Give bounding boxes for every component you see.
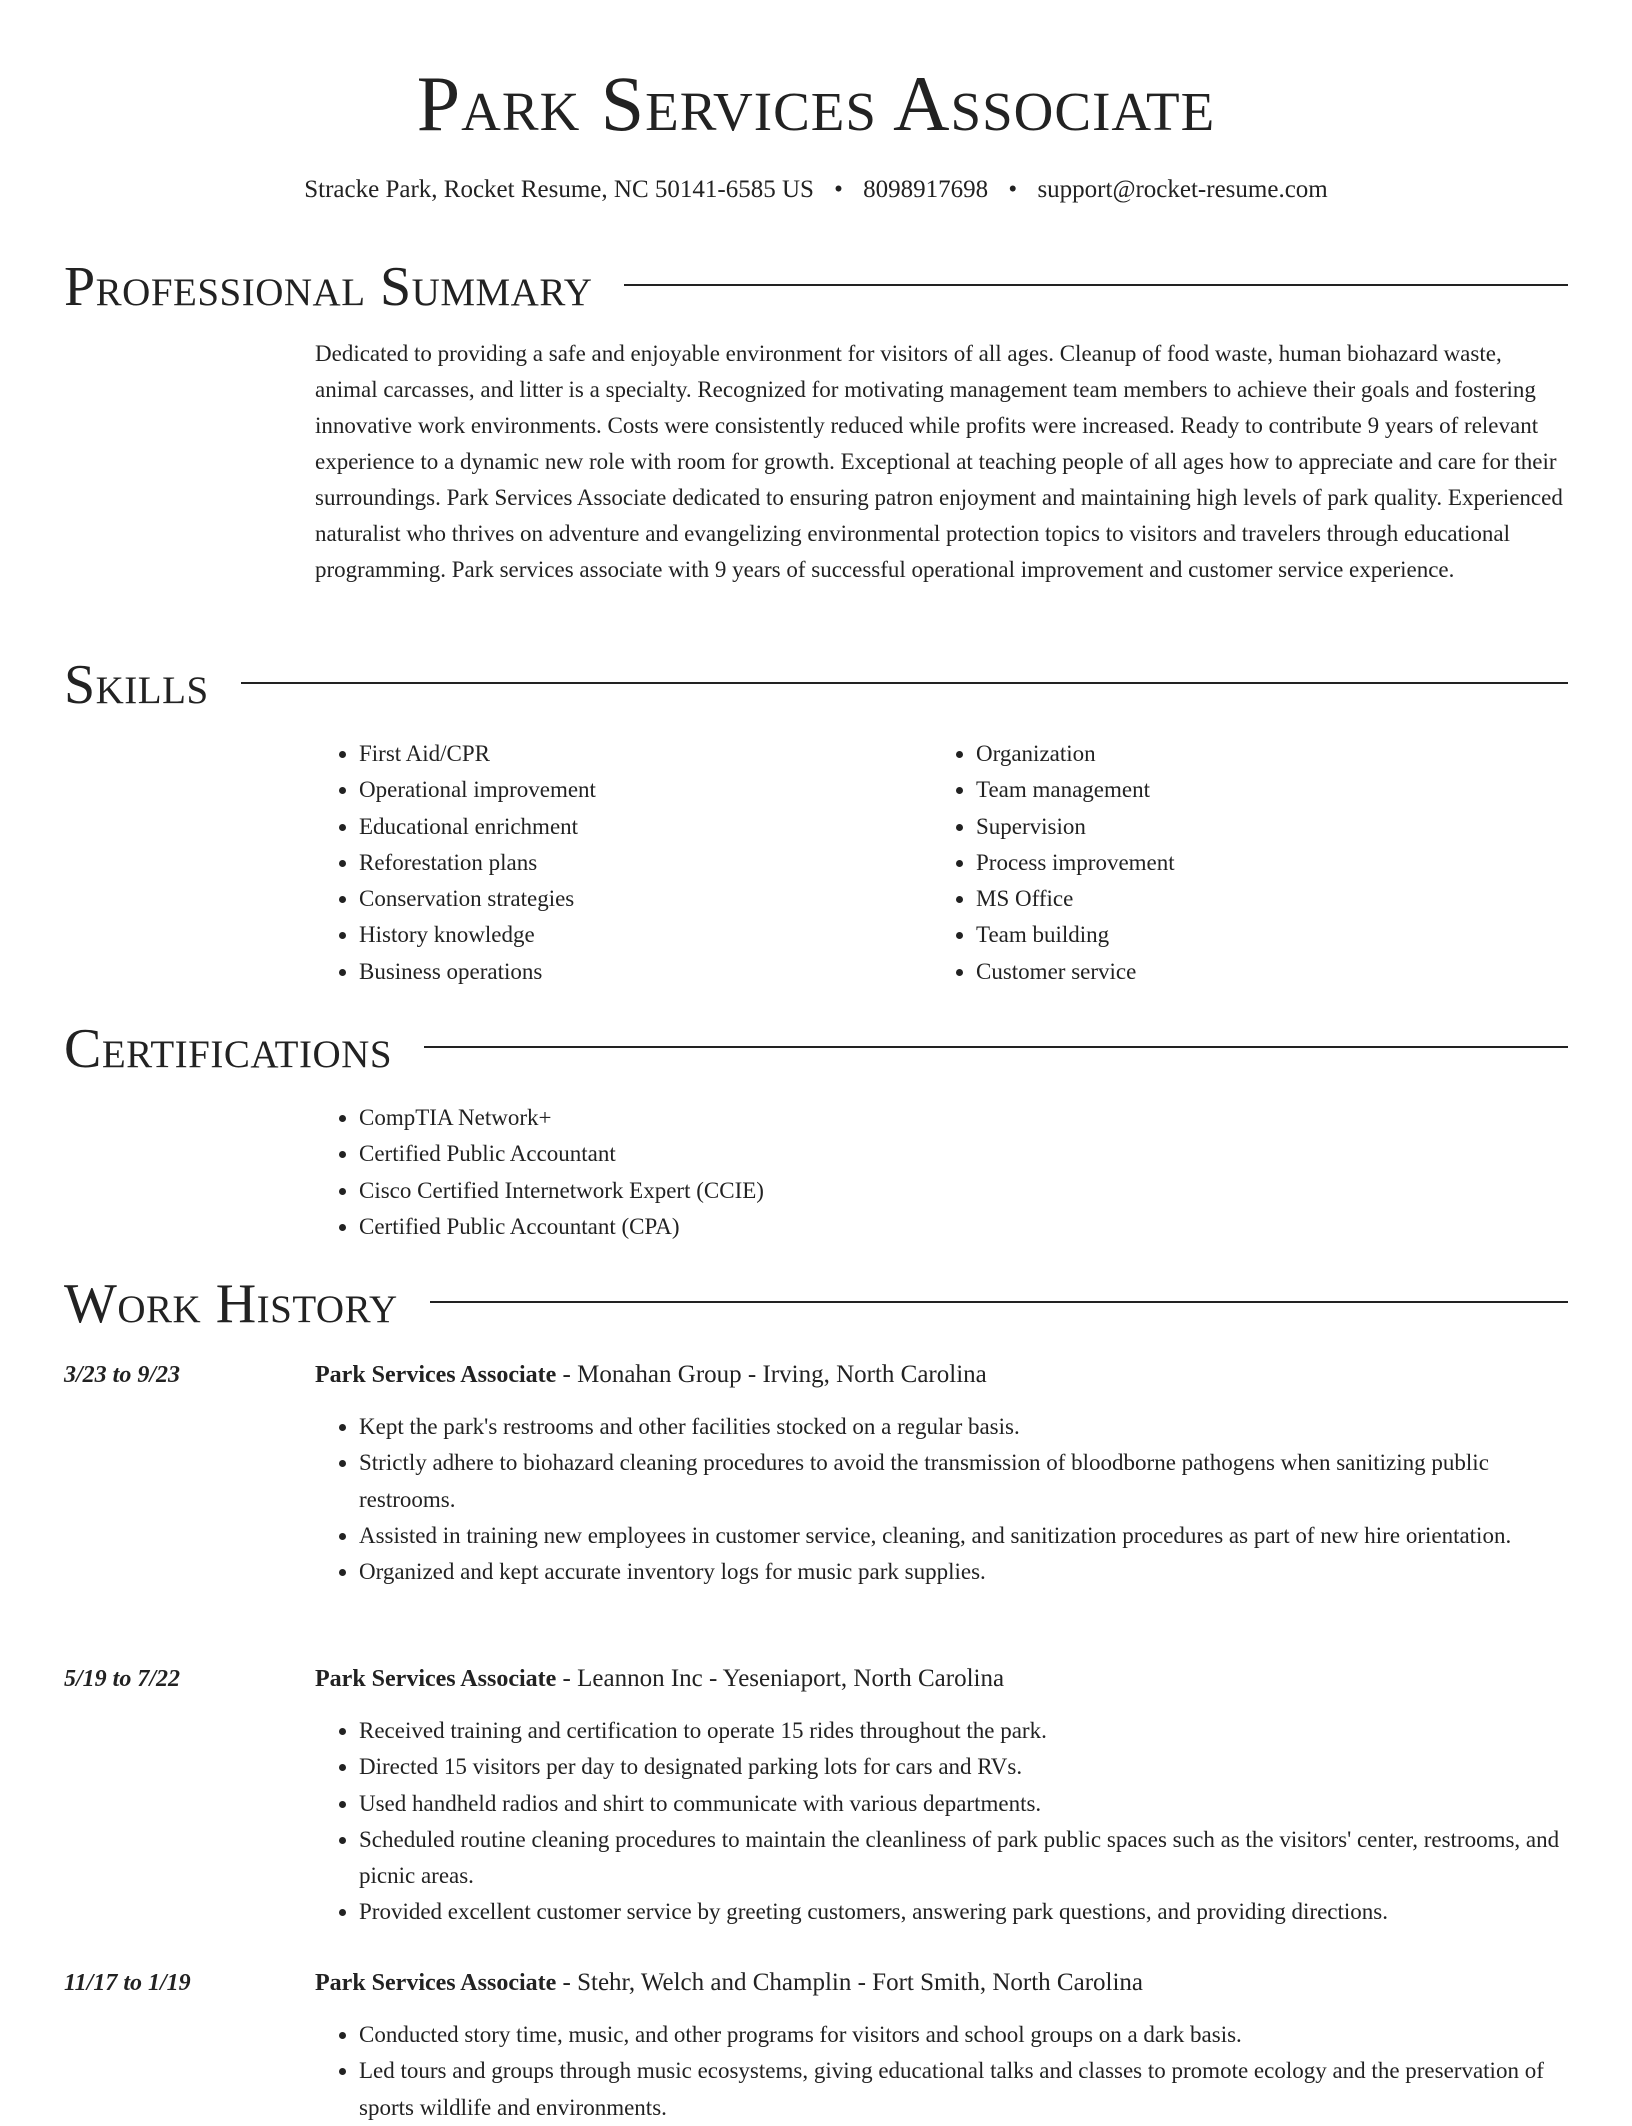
work-heading: Work History bbox=[64, 1273, 398, 1335]
skill-item: • History knowledge bbox=[359, 917, 915, 953]
skill-item: • Customer service bbox=[976, 954, 1532, 990]
skills-column-right bbox=[932, 736, 1532, 990]
section-divider bbox=[241, 682, 1568, 684]
job-duties bbox=[315, 2017, 1568, 2126]
job-duties bbox=[315, 1409, 1568, 1590]
skills-list-left bbox=[315, 736, 915, 990]
certification-item: • CompTIA Network+ bbox=[359, 1100, 1315, 1136]
skill-item: • First Aid/CPR bbox=[359, 736, 915, 772]
job-dates: 11/17 to 1/19 bbox=[64, 1970, 191, 1996]
contact-line bbox=[0, 172, 1632, 208]
certifications-list bbox=[315, 1100, 1315, 1245]
resume-name: Park Services Associate bbox=[416, 60, 1216, 147]
certification-item: • Certified Public Accountant (CPA) bbox=[359, 1209, 1315, 1245]
job-duty-item: • Conducted story time, music, and other programs for visitors and school groups on a dark basis. bbox=[359, 2017, 1568, 2053]
skill-item: • Team management bbox=[976, 772, 1532, 808]
contact-address: Stracke Park, Rocket Resume, NC 50141-6585 US bbox=[304, 176, 814, 203]
job-company: - Monahan Group - Irving, North Carolina bbox=[556, 1361, 987, 1388]
job-title-line bbox=[315, 1357, 987, 1393]
job-duty-item: • Scheduled routine cleaning procedures to maintain the cleanliness of park public spaces such as the visitors' center, restrooms, and picnic areas. bbox=[359, 1822, 1568, 1895]
job-dates: 3/23 to 9/23 bbox=[64, 1362, 181, 1388]
section-divider bbox=[430, 1301, 1568, 1303]
skills-heading: Skills bbox=[64, 654, 209, 716]
job-duty-item: • Strictly adhere to biohazard cleaning procedures to avoid the transmission of bloodborne pathogens when sanitizing public restrooms. bbox=[359, 1445, 1568, 1518]
contact-separator: • bbox=[834, 176, 843, 203]
job-duty-list bbox=[315, 2017, 1568, 2126]
skill-item: • Team building bbox=[976, 917, 1532, 953]
contact-phone: 8098917698 bbox=[863, 176, 989, 203]
skill-item: • Educational enrichment bbox=[359, 809, 915, 845]
job-duty-item: • Led tours and groups through music ecosystems, giving educational talks and classes to promote ecology and the preservation of sports wildlife and environments. bbox=[359, 2053, 1568, 2126]
skill-item: • MS Office bbox=[976, 881, 1532, 917]
section-divider bbox=[624, 284, 1568, 286]
skill-item: • Reforestation plans bbox=[359, 845, 915, 881]
contact-separator: • bbox=[1008, 176, 1018, 203]
job-title: Park Services Associate bbox=[315, 1970, 557, 1996]
job-duty-list bbox=[315, 1409, 1568, 1590]
certification-item: • Cisco Certified Internetwork Expert (CCIE) bbox=[359, 1173, 1315, 1209]
skills-section-header bbox=[64, 650, 1568, 720]
summary-heading: Professional Summary bbox=[64, 256, 593, 318]
skill-item: • Business operations bbox=[359, 954, 915, 990]
job-duties bbox=[315, 1713, 1568, 1931]
job-duty-item: • Assisted in training new employees in customer service, cleaning, and sanitization procedures as part of new hire orientation. bbox=[359, 1518, 1568, 1554]
job-duty-item: • Directed 15 visitors per day to designated parking lots for cars and RVs. bbox=[359, 1749, 1568, 1785]
job-title-line bbox=[315, 1965, 1143, 2001]
job-title: Park Services Associate bbox=[315, 1362, 557, 1388]
job-title: Park Services Associate bbox=[315, 1666, 557, 1692]
skill-item: • Organization bbox=[976, 736, 1532, 772]
section-divider bbox=[424, 1046, 1568, 1048]
skill-item: • Supervision bbox=[976, 809, 1532, 845]
skills-column-left bbox=[315, 736, 915, 990]
job-duty-item: • Received training and certification to operate 15 rides throughout the park. bbox=[359, 1713, 1568, 1749]
job-duty-list bbox=[315, 1713, 1568, 1931]
job-company: - Stehr, Welch and Champlin - Fort Smith, North Carolina bbox=[556, 1969, 1144, 1996]
certification-item: • Certified Public Accountant bbox=[359, 1136, 1315, 1172]
job-duty-item: • Kept the park's restrooms and other facilities stocked on a regular basis. bbox=[359, 1409, 1568, 1445]
summary-section-header bbox=[64, 252, 1568, 322]
skill-item: • Process improvement bbox=[976, 845, 1532, 881]
skill-item: • Operational improvement bbox=[359, 772, 915, 808]
job-dates: 5/19 to 7/22 bbox=[64, 1666, 181, 1692]
certifications-heading: Certifications bbox=[64, 1018, 393, 1080]
job-duty-item: • Used handheld radios and shirt to communicate with various departments. bbox=[359, 1786, 1568, 1822]
job-title-line bbox=[315, 1661, 1004, 1697]
job-duty-item: • Provided excellent customer service by greeting customers, answering park questions, and providing directions. bbox=[359, 1894, 1568, 1930]
job-company: - Leannon Inc - Yeseniaport, North Carolina bbox=[556, 1665, 1005, 1692]
skills-list-right bbox=[932, 736, 1532, 990]
job-duty-item: • Organized and kept accurate inventory logs for music park supplies. bbox=[359, 1554, 1568, 1590]
work-section-header bbox=[64, 1269, 1568, 1339]
certifications-section-header bbox=[64, 1014, 1568, 1084]
certifications-block bbox=[315, 1100, 1315, 1245]
skill-item: • Conservation strategies bbox=[359, 881, 915, 917]
summary-text: Dedicated to providing a safe and enjoyable environment for visitors of all ages. Cleanup of food waste, human biohazard waste, animal carcasses, and litter is a specialty. Recognized for motivating management team members to achieve their goals and fostering innovative work environments. Costs were consistently reduced while profits were increased. Ready to contribute 9 years of relevant experience to a dynamic new role with room for growth. Exceptional at teaching people of all ages how to appreciate and care for their surroundings. Park Services Associate dedicated to ensuring patron enjoyment and maintaining high levels of park quality. Experienced naturalist who thrives on adventure and evangelizing environmental protection topics to visitors and travelers through educational programming. Park services associate with 9 years of successful operational improvement and customer service experience. bbox=[315, 341, 1563, 582]
contact-email: support@rocket-resume.com bbox=[1037, 176, 1328, 203]
